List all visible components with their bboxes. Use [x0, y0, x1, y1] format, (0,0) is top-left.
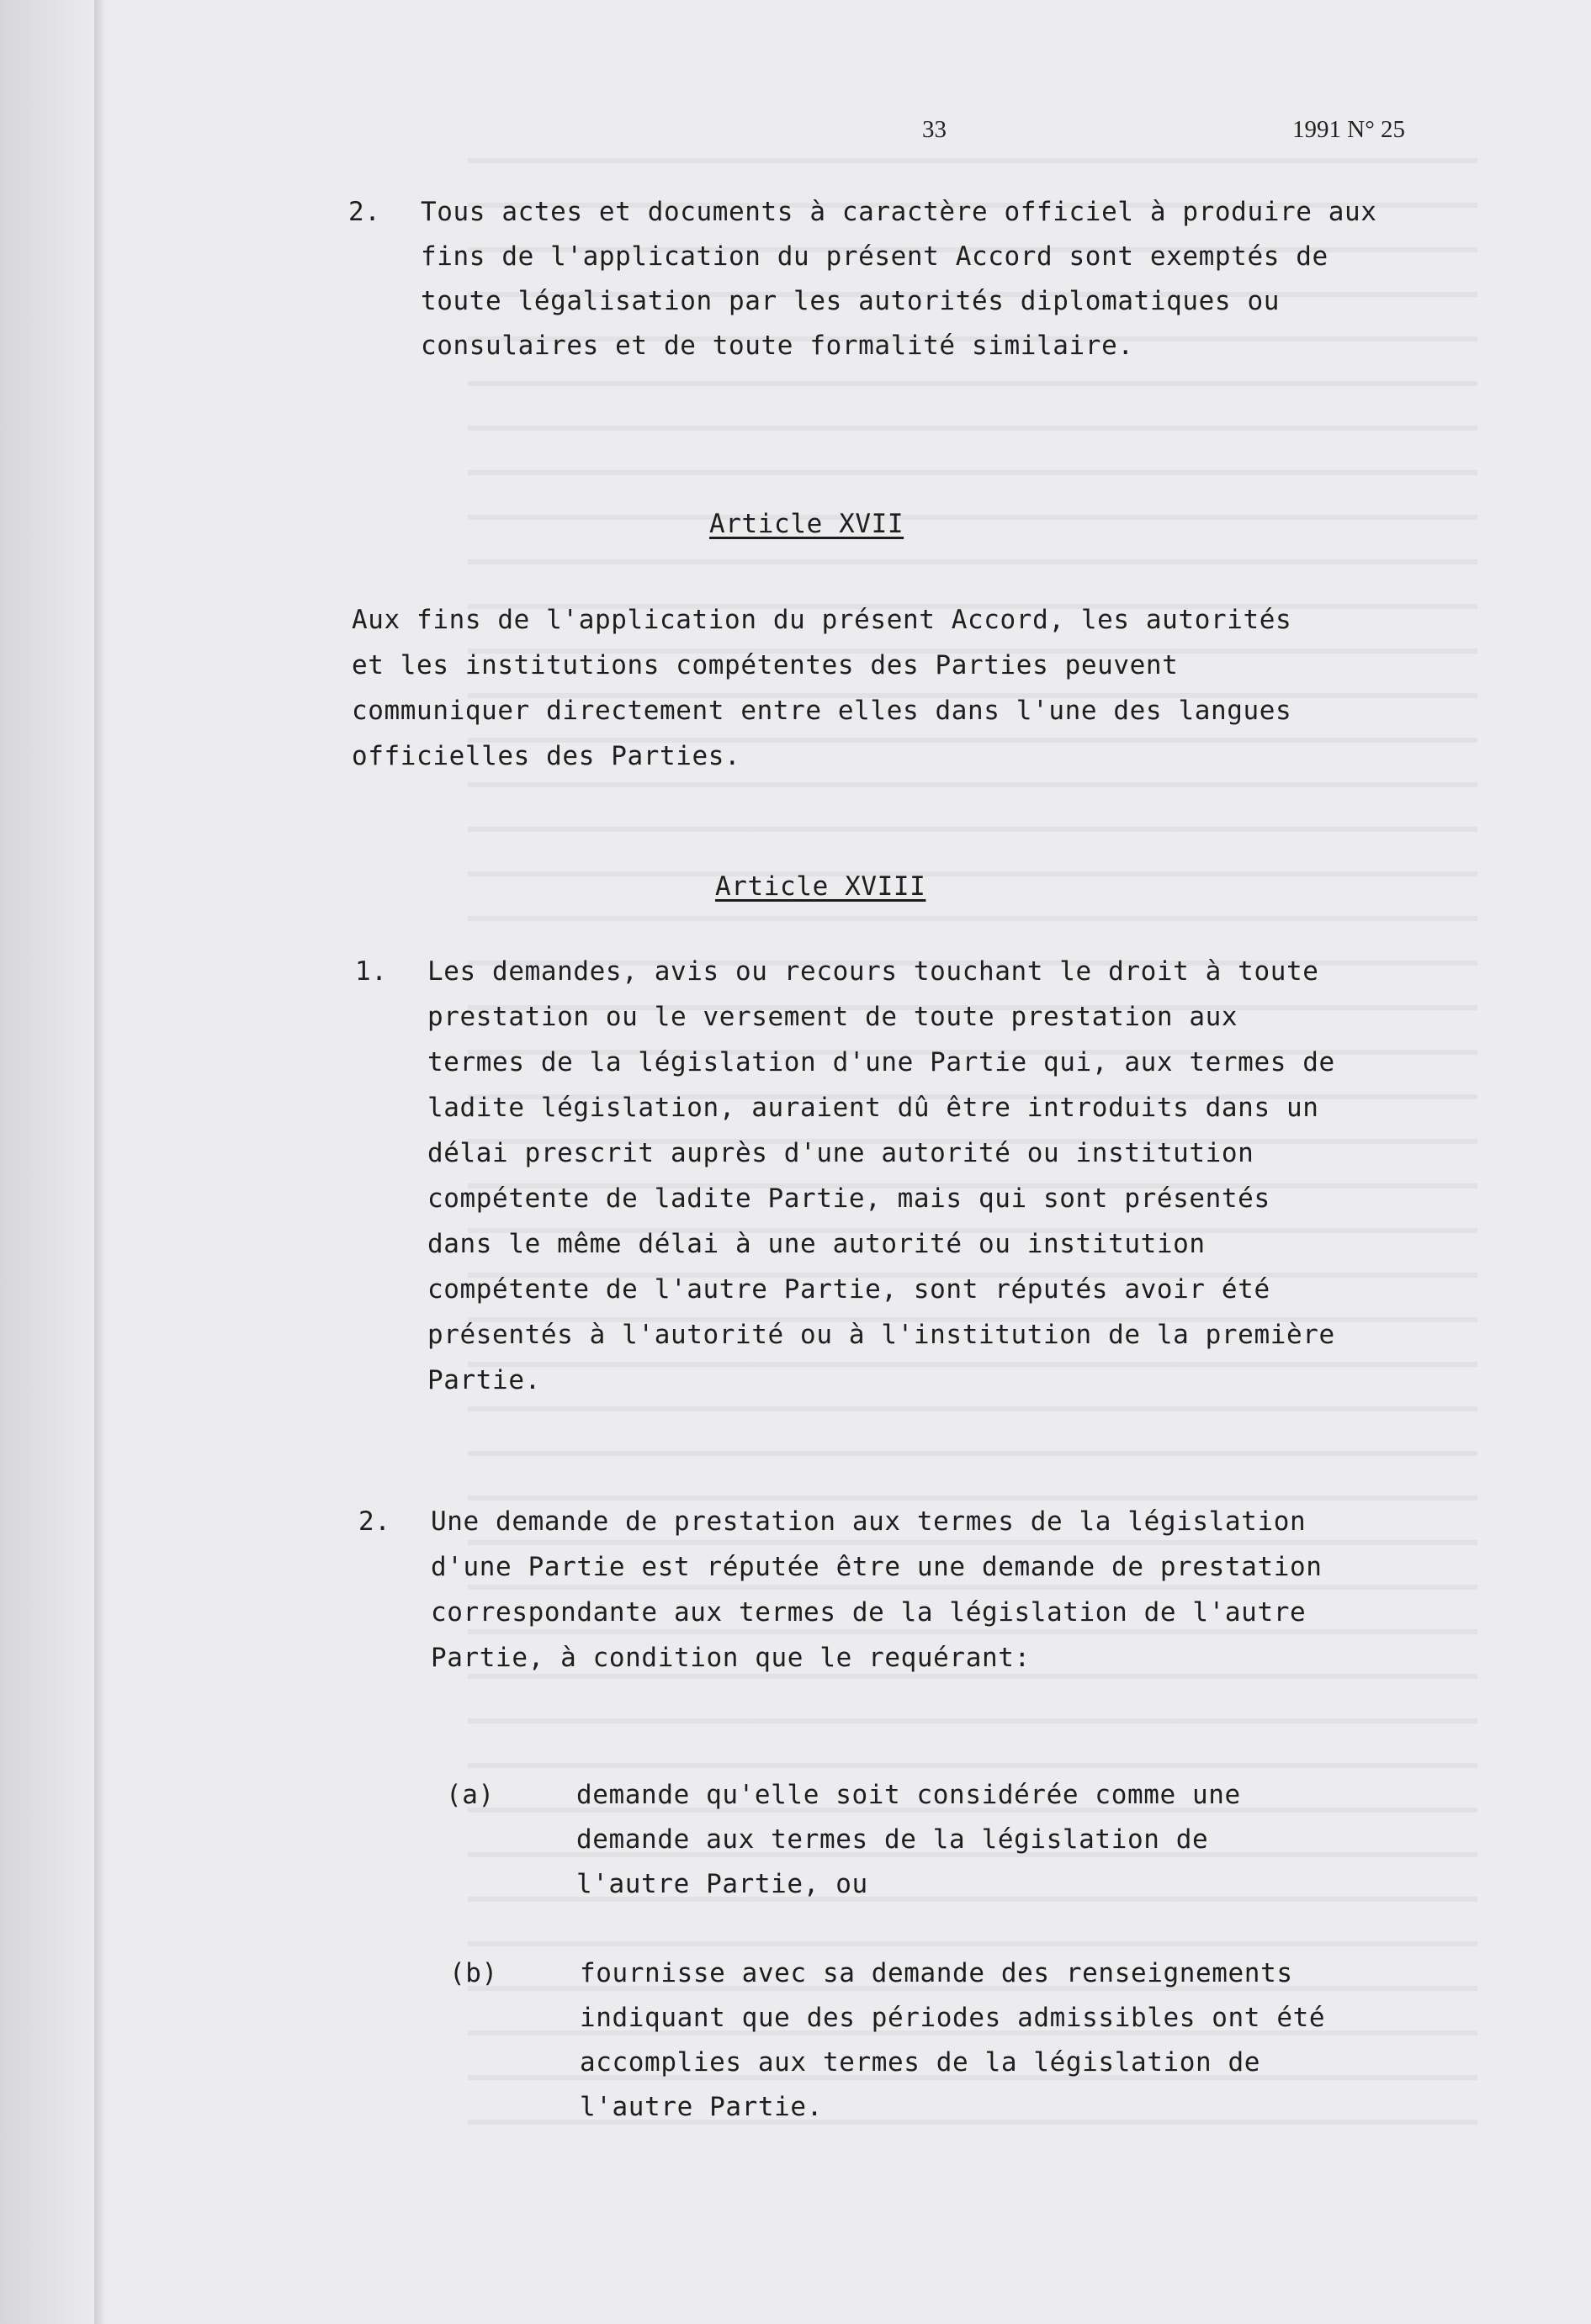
page-number: 33: [922, 116, 947, 143]
article-17-text: Aux fins de l'application du présent Accord, les autorités et les institutions compétentes des Parties peuvent communiquer directement entre elles dans l'une des langues officielles des Parties.: [352, 605, 1292, 771]
paragraph-number: 1.: [355, 956, 388, 987]
paragraph-text: Une demande de prestation aux termes de la législation d'une Partie est réputée être une demande de prestation correspondante aux termes de la législation de l'autre Partie, à condition que le requérant:: [431, 1506, 1323, 1673]
item-label: (a): [446, 1780, 495, 1810]
section-paragraph-2: [348, 190, 1383, 368]
list-item-b: [449, 1951, 1358, 2130]
article-17-title: Article XVII: [709, 509, 904, 539]
item-label: (b): [449, 1958, 498, 1988]
article-18-paragraph-1: [355, 949, 1339, 1403]
paragraph-text: Les demandes, avis ou recours touchant le droit à toute prestation ou le versement de toute prestation aux termes de la législation d'une Partie qui, aux termes de ladite législation, auraient dû être introduits dans un délai prescrit auprès d'une autorité ou institution compétente de ladite Partie, mais qui sont présentés dans le même délai à une autorité ou institution compétente de l'autre Partie, sont réputés avoir été présentés à l'autorité ou à l'institution de la première Partie.: [427, 956, 1335, 1395]
paragraph-number: 2.: [358, 1506, 391, 1537]
paragraph-text: Tous actes et documents à caractère officiel à produire aux fins de l'application du présent Accord sont exemptés de toute légalisation par les autorités diplomatiques ou consulaires et de toute formalité similaire.: [421, 197, 1377, 361]
document-page: [106, 0, 1591, 2324]
item-text: demande qu'elle soit considérée comme une demande aux termes de la législation de l'autre Partie, ou: [576, 1780, 1241, 1899]
page-fold: [94, 0, 106, 2324]
item-text: fournisse avec sa demande des renseignements indiquant que des périodes admissibles ont été accomplies aux termes de la législation de l'autre Partie.: [580, 1958, 1326, 2122]
paragraph-number: 2.: [348, 197, 381, 227]
article-18-title: Article XVIII: [715, 871, 926, 902]
book-binding: [0, 0, 94, 2324]
article-18-paragraph-2: [358, 1499, 1343, 1681]
list-item-a: [446, 1773, 1329, 1907]
document-reference: 1991 N° 25: [1292, 116, 1406, 143]
